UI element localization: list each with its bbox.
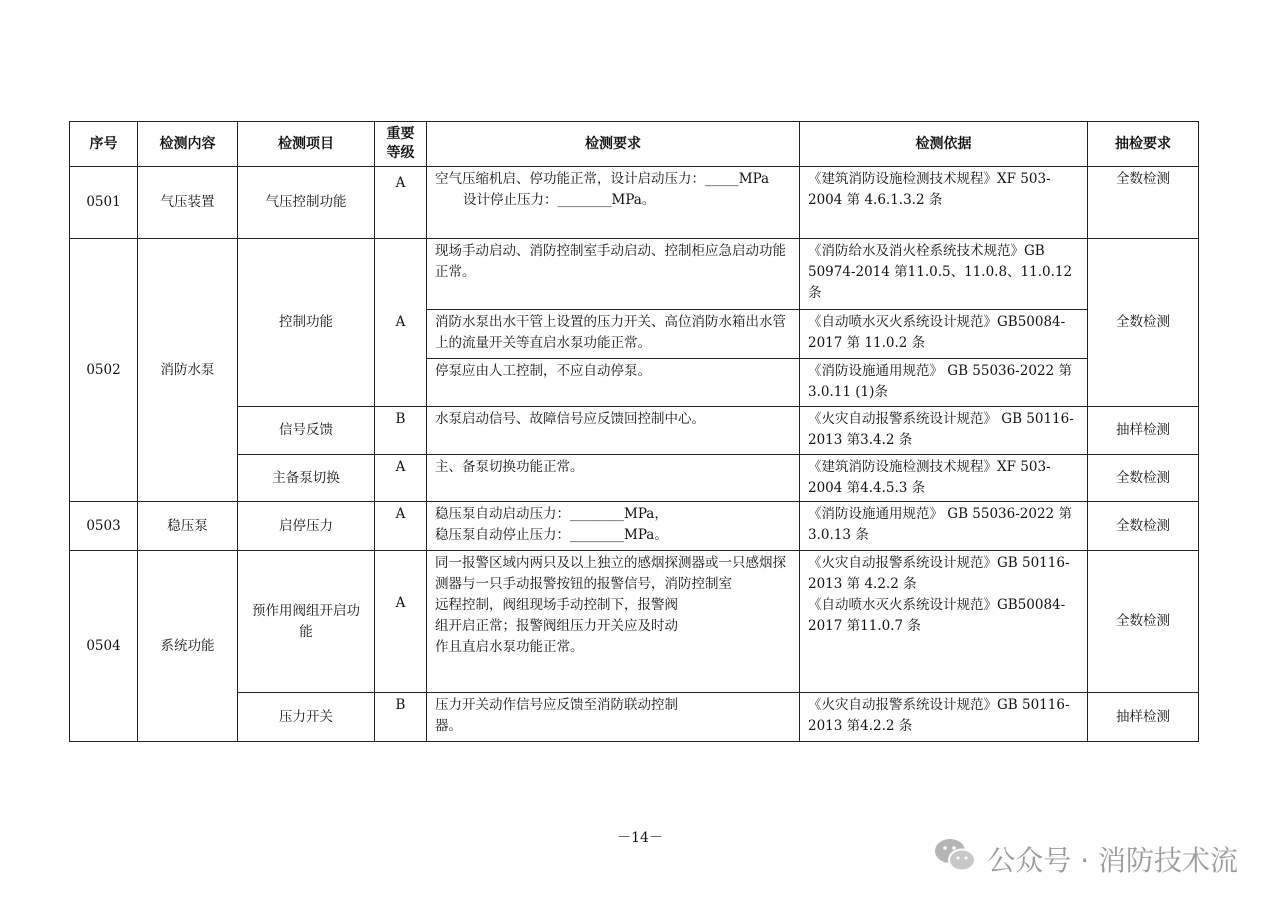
row-no: 0504: [70, 551, 138, 742]
row-grade: A: [375, 502, 427, 551]
row-sampling: 全数检测: [1088, 502, 1199, 551]
row-content: 稳压泵: [138, 502, 238, 551]
row-requirement: 主、备泵切换功能正常。: [427, 455, 800, 502]
table-row: [70, 455, 1199, 502]
row-basis: 《消防设施通用规范》 GB 55036-2022 第3.0.11 (1)条: [800, 359, 1088, 407]
row-sampling: 全数检测: [1088, 551, 1199, 693]
row-grade: B: [375, 693, 427, 742]
table-row: [70, 239, 1199, 310]
row-requirement: 消防水泵出水干管上设置的压力开关、高位消防水箱出水管上的流量开关等直启水泵功能正常。: [427, 310, 800, 359]
row-item: 压力开关: [238, 693, 375, 742]
basis-part: 《火灾自动报警系统设计规范》GB 50116-2013 第 4.2.2 条: [808, 555, 1070, 592]
row-requirement: 停泵应由人工控制，不应自动停泵。: [427, 359, 800, 407]
requirement-line: 稳压泵自动启动压力：________MPa，: [435, 506, 668, 522]
watermark-text: 公众号 · 消防技术流: [987, 843, 1238, 877]
table-row: [70, 693, 1199, 742]
table-row: [70, 167, 1199, 239]
row-item: 气压控制功能: [238, 167, 375, 239]
row-grade: B: [375, 407, 427, 455]
row-item: 启停压力: [238, 502, 375, 551]
header-grade: 重要等级: [375, 122, 427, 167]
table-header-row: [70, 122, 1199, 167]
header-requirement: 检测要求: [427, 122, 800, 167]
row-basis: 《火灾自动报警系统设计规范》 GB 50116-2013 第3.4.2 条: [800, 407, 1088, 455]
row-item: 信号反馈: [238, 407, 375, 455]
inspection-table: [69, 121, 1199, 742]
row-no: 0503: [70, 502, 138, 551]
row-no: 0502: [70, 239, 138, 502]
row-sampling: 全数检测: [1088, 239, 1199, 407]
row-sampling: 全数检测: [1088, 167, 1199, 239]
row-requirement: 水泵启动信号、故障信号应反馈回控制中心。: [427, 407, 800, 455]
row-basis: 《建筑消防设施检测技术规程》XF 503-2004 第 4.6.1.3.2 条: [800, 167, 1088, 239]
header-basis: 检测依据: [800, 122, 1088, 167]
requirement-line: 设计停止压力：________MPa。: [463, 192, 656, 208]
basis-part: 《自动喷水灭火系统设计规范》GB50084-2017 第11.0.7 条: [808, 597, 1066, 634]
row-item: 预作用阀组开启功能: [238, 551, 375, 693]
watermark: [933, 836, 1238, 881]
row-grade: A: [375, 239, 427, 407]
header-item: 检测项目: [238, 122, 375, 167]
row-basis: [800, 551, 1088, 693]
row-grade: A: [375, 551, 427, 693]
row-requirement: 压力开关动作信号应反馈至消防联动控制器。: [427, 693, 800, 742]
wechat-icon: [933, 836, 977, 881]
requirement-part: 同一报警区域内两只及以上独立的感烟探测器或一只感烟探测器与一只手动报警按钮的报警信号，消防控制室: [435, 555, 786, 592]
row-content: 气压装置: [138, 167, 238, 239]
row-basis: 《火灾自动报警系统设计规范》GB 50116-2013 第4.2.2 条: [800, 693, 1088, 742]
row-sampling: 全数检测: [1088, 455, 1199, 502]
row-sampling: 抽样检测: [1088, 693, 1199, 742]
row-item: 控制功能: [238, 239, 375, 407]
row-requirement: [427, 551, 800, 693]
table-row: [70, 407, 1199, 455]
row-item: 主备泵切换: [238, 455, 375, 502]
row-grade: A: [375, 167, 427, 239]
row-sampling: 抽样检测: [1088, 407, 1199, 455]
row-requirement: [427, 167, 800, 239]
table-row: [70, 502, 1199, 551]
row-grade: A: [375, 455, 427, 502]
requirement-part: 远程控制，阀组现场手动控制下，报警阀组开启正常；报警阀组压力开关应及时动作且直启水泵功能正常。: [435, 597, 678, 655]
header-no: 序号: [70, 122, 138, 167]
row-requirement: [427, 502, 800, 551]
page-number: －14－: [617, 830, 663, 846]
header-content: 检测内容: [138, 122, 238, 167]
row-requirement: 现场手动启动、消防控制室手动启动、控制柜应急启动功能正常。: [427, 239, 800, 310]
requirement-line: 稳压泵自动停止压力：________MPa。: [435, 527, 668, 543]
row-basis: 《建筑消防设施检测技术规程》XF 503-2004 第4.4.5.3 条: [800, 455, 1088, 502]
row-basis: 《消防给水及消火栓系统技术规范》GB 50974-2014 第11.0.5、11.0.8、11.0.12 条: [800, 239, 1088, 310]
row-content: 消防水泵: [138, 239, 238, 502]
row-basis: 《消防设施通用规范》 GB 55036-2022 第3.0.13 条: [800, 502, 1088, 551]
row-basis: 《自动喷水灭火系统设计规范》GB50084-2017 第 11.0.2 条: [800, 310, 1088, 359]
header-sampling: 抽检要求: [1088, 122, 1199, 167]
row-no: 0501: [70, 167, 138, 239]
table-row: [70, 551, 1199, 693]
requirement-line: 空气压缩机启、停功能正常，设计启动压力：_____MPa: [435, 171, 770, 187]
row-content: 系统功能: [138, 551, 238, 742]
